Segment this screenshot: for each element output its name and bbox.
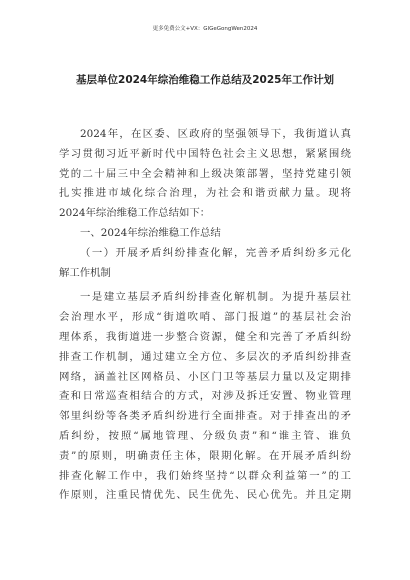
document-title: 基层单位2024年综治维稳工作总结及2025年工作计划 — [76, 74, 334, 86]
paragraph-line: 排查工作机制，通过建立全方位、多层次的矛盾纠纷排查 — [59, 350, 351, 363]
paragraph-line: 网络，涵盖社区网格员、小区门卫等基层力量以及定期排 — [59, 370, 351, 383]
paragraph-line: 作原则，注重民情优先、民生优先、民心优先。并且定期 — [59, 489, 351, 502]
intro-line: 2024年综治维稳工作总结如下： — [59, 207, 211, 220]
paragraph-line: 会治理水平，形成“街道吹哨、部门报道”的基层社会治 — [59, 311, 351, 324]
header-note: 更多免费公文+VX：GlGeGongWen2024 — [152, 26, 258, 32]
paragraph-line: 查和日常巡查相结合的方式，对涉及拆迁安置、物业管理 — [59, 390, 351, 403]
section-heading: 一、2024年综治维稳工作总结 — [80, 226, 221, 239]
intro-line: 2024年，在区委、区政府的坚强领导下，我街道认真 — [80, 128, 351, 140]
paragraph-line: 邻里纠纷等各类矛盾纠纷进行全面排查。对于排查出的矛 — [59, 410, 351, 423]
document-body — [59, 125, 351, 506]
paragraph-line: 责”的原则，明确责任主体，限期化解。在开展矛盾纠纷 — [59, 449, 351, 462]
subsection-heading-line: 解工作机制 — [59, 266, 111, 279]
paragraph-line: 一是建立基层矛盾纠纷排查化解机制。为提升基层社 — [80, 291, 351, 304]
paragraph-line: 理体系，我街道进一步整合资源，健全和完善了矛盾纠纷 — [59, 330, 351, 343]
paragraph-line: 盾纠纷，按照“属地管理、分级负责”和“谁主管、谁负 — [59, 429, 351, 442]
paragraph-line: 排查化解工作中，我们始终坚持“以群众利益第一”的工 — [59, 469, 351, 482]
intro-line: 党的二十届三中全会精神和上级决策部署，坚持党建引领 — [59, 167, 351, 180]
intro-line: 扎实推进市域化综合治理，为社会和谐贡献力量。现将 — [59, 187, 351, 200]
intro-line: 学习贯彻习近平新时代中国特色社会主义思想，紧紧围绕 — [59, 147, 351, 160]
subsection-heading-line: （一）开展矛盾纠纷排查化解，完善矛盾纠纷多元化 — [80, 246, 351, 259]
